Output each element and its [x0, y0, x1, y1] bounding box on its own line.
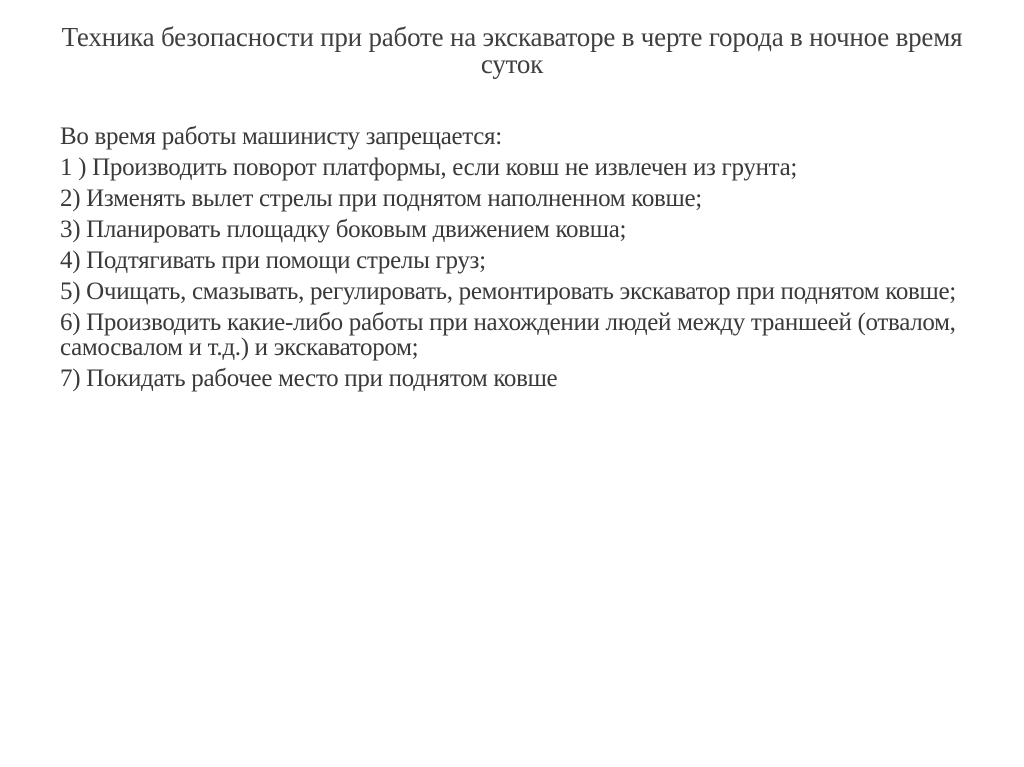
list-item: 1 ) Производить поворот платформы, если ковш не извлечен из грунта;: [60, 154, 798, 181]
slide-body: [60, 124, 960, 397]
list-item: 3) Планировать площадку боковым движением ковша;: [60, 216, 627, 243]
slide-title: Техника безопасности при работе на экскаваторе в черте города в ночное время суток: [61, 22, 963, 79]
list-item: 2) Изменять вылет стрелы при поднятом наполненном ковше;: [60, 185, 702, 212]
list-item: 5) Очищать, смазывать, регулировать, ремонтировать экскаватор при поднятом ковше;: [60, 278, 956, 305]
list-item: 4) Подтягивать при помощи стрелы груз;: [60, 247, 486, 274]
list-item: 6) Производить какие-либо работы при нахождении людей между траншеей (отвалом, самосвалом и т.д.) и экскаватором;: [60, 309, 956, 361]
intro-text: Во время работы машинисту запрещается:: [60, 123, 502, 150]
list-item: 7) Покидать рабочее место при поднятом ковше: [60, 365, 558, 392]
